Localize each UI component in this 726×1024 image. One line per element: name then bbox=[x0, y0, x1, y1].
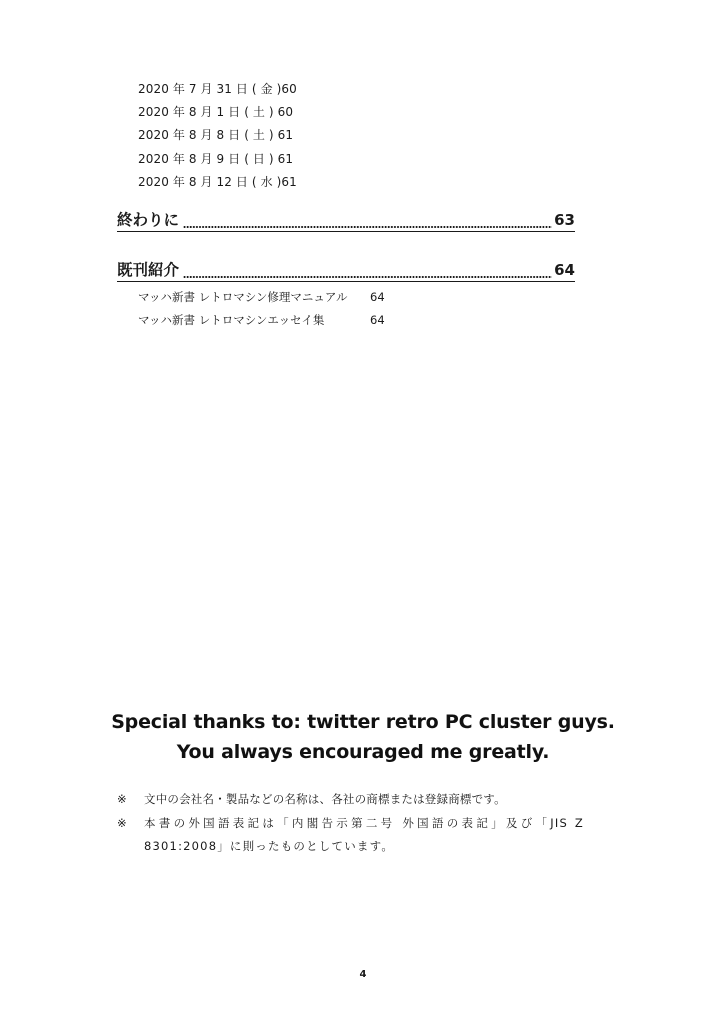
toc-section-owarini bbox=[117, 205, 575, 232]
toc-section-page: 63 bbox=[554, 211, 575, 229]
page-number: 4 bbox=[359, 969, 367, 980]
dot-leader bbox=[183, 226, 552, 228]
encouragement-line: You always encouraged me greatly. bbox=[176, 741, 550, 763]
book-list bbox=[138, 286, 398, 332]
toc-section-page: 64 bbox=[554, 261, 575, 279]
book-title: マッハ新書 レトロマシン修理マニュアル bbox=[138, 290, 348, 304]
notes-block bbox=[117, 788, 587, 859]
diary-date-entry: 2020 年 8 月 1 日 ( 土 ) 60 bbox=[138, 105, 294, 120]
note-mark: ※ bbox=[117, 815, 127, 830]
book-entry bbox=[138, 286, 398, 309]
diary-date-list bbox=[138, 78, 297, 194]
diary-date-entry: 2020 年 7 月 31 日 ( 金 )60 bbox=[138, 82, 297, 96]
note-item bbox=[117, 788, 587, 812]
note-item bbox=[117, 812, 587, 859]
diary-date-entry: 2020 年 8 月 9 日 ( 日 ) 61 bbox=[138, 151, 294, 166]
diary-date-entry: 2020 年 8 月 8 日 ( 土 ) 61 bbox=[138, 128, 294, 143]
diary-date-entry: 2020 年 8 月 12 日 ( 水 )61 bbox=[138, 174, 297, 189]
note-mark: ※ bbox=[117, 792, 127, 806]
dot-leader bbox=[183, 276, 552, 278]
book-page: 64 bbox=[370, 313, 385, 327]
note-text: 文中の会社名・製品などの名称は、各社の商標または登録商標です。 bbox=[144, 792, 506, 806]
book-entry bbox=[138, 309, 398, 332]
book-title: マッハ新書 レトロマシンエッセイ集 bbox=[138, 313, 325, 327]
special-thanks-line: Special thanks to: twitter retro PC cluster guys. bbox=[111, 711, 615, 733]
toc-section-title: 既刊紹介 bbox=[117, 261, 180, 279]
toc-section-title: 終わりに bbox=[117, 211, 180, 229]
note-text: 本書の外国語表記は「内閣告示第二号 外国語の表記」及び「JIS Z 8301:2008」に則ったものとしています。 bbox=[144, 815, 584, 853]
book-page: 64 bbox=[370, 290, 385, 304]
toc-section-kikan bbox=[117, 255, 575, 282]
